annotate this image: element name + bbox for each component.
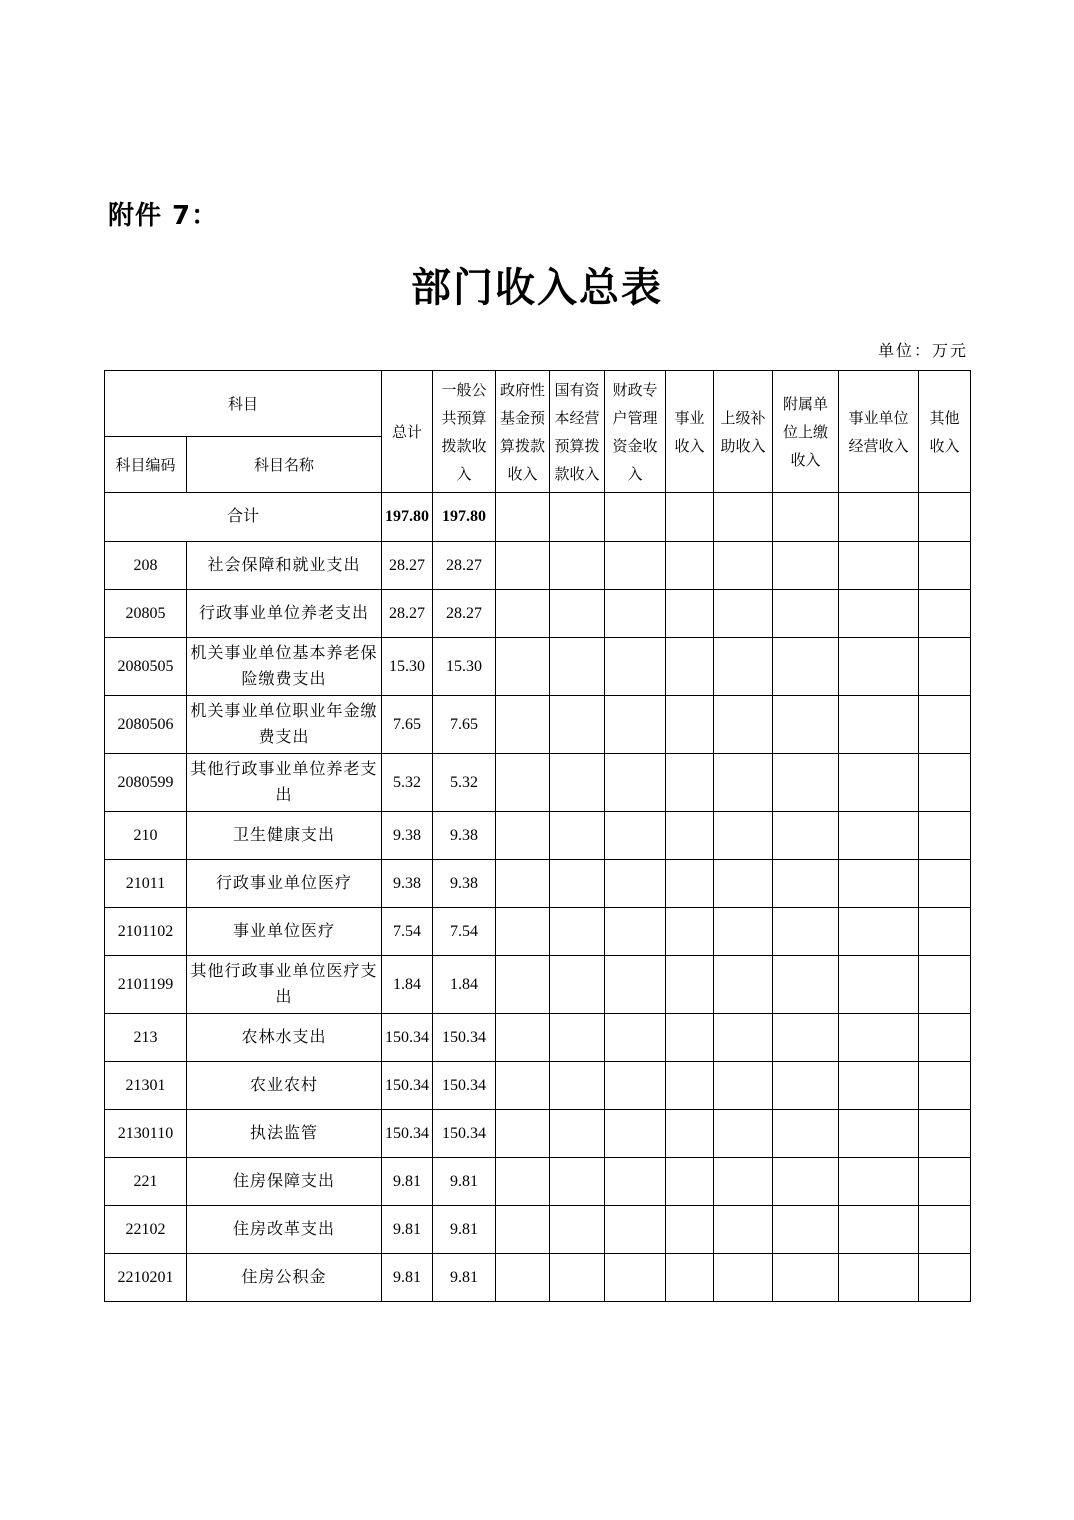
empty-cell	[773, 860, 839, 908]
empty-cell	[839, 493, 919, 542]
empty-cell	[550, 590, 605, 638]
subject-name: 行政事业单位养老支出	[187, 590, 382, 638]
empty-cell	[773, 908, 839, 956]
empty-cell	[666, 1110, 714, 1158]
empty-cell	[550, 1110, 605, 1158]
empty-cell	[839, 908, 919, 956]
total-value: 9.81	[382, 1158, 433, 1206]
empty-cell	[839, 956, 919, 1014]
empty-cell	[714, 860, 773, 908]
empty-cell	[605, 956, 666, 1014]
empty-cell	[605, 638, 666, 696]
subject-code: 22102	[105, 1206, 187, 1254]
table-row	[105, 754, 971, 812]
empty-cell	[496, 1158, 550, 1206]
general-budget-value: 1.84	[433, 956, 496, 1014]
empty-cell	[714, 590, 773, 638]
empty-cell	[666, 696, 714, 754]
header-gov-fund: 政府性基金预算拨款收入	[496, 371, 550, 493]
subject-name: 住房改革支出	[187, 1206, 382, 1254]
empty-cell	[773, 1014, 839, 1062]
total-value: 150.34	[382, 1014, 433, 1062]
subject-code: 21011	[105, 860, 187, 908]
empty-cell	[714, 1254, 773, 1302]
table-row	[105, 1014, 971, 1062]
table-row	[105, 1206, 971, 1254]
empty-cell	[839, 754, 919, 812]
empty-cell	[773, 696, 839, 754]
empty-cell	[666, 1158, 714, 1206]
table-row	[105, 908, 971, 956]
empty-cell	[605, 1254, 666, 1302]
header-subject: 科目	[105, 371, 382, 437]
empty-cell	[550, 493, 605, 542]
empty-cell	[839, 1206, 919, 1254]
empty-cell	[919, 542, 971, 590]
empty-cell	[773, 542, 839, 590]
total-value: 7.65	[382, 696, 433, 754]
empty-cell	[714, 1158, 773, 1206]
empty-cell	[496, 1206, 550, 1254]
subject-name: 执法监管	[187, 1110, 382, 1158]
empty-cell	[919, 754, 971, 812]
empty-cell	[714, 493, 773, 542]
empty-cell	[919, 1014, 971, 1062]
subject-name: 机关事业单位职业年金缴费支出	[187, 696, 382, 754]
empty-cell	[605, 1014, 666, 1062]
general-budget-value: 9.81	[433, 1206, 496, 1254]
empty-cell	[773, 1206, 839, 1254]
general-budget-value: 28.27	[433, 542, 496, 590]
subject-name: 事业单位医疗	[187, 908, 382, 956]
header-fiscal-account: 财政专户管理资金收入	[605, 371, 666, 493]
empty-cell	[714, 754, 773, 812]
subject-code: 2130110	[105, 1110, 187, 1158]
empty-cell	[605, 812, 666, 860]
empty-cell	[919, 1062, 971, 1110]
empty-cell	[773, 1254, 839, 1302]
empty-cell	[919, 908, 971, 956]
empty-cell	[919, 860, 971, 908]
empty-cell	[839, 1158, 919, 1206]
empty-cell	[839, 1062, 919, 1110]
empty-cell	[666, 542, 714, 590]
table-row	[105, 956, 971, 1014]
empty-cell	[773, 1062, 839, 1110]
total-value: 28.27	[382, 542, 433, 590]
empty-cell	[839, 590, 919, 638]
total-value: 9.38	[382, 812, 433, 860]
total-row	[105, 493, 971, 542]
total-value: 150.34	[382, 1062, 433, 1110]
subject-name: 机关事业单位基本养老保险缴费支出	[187, 638, 382, 696]
general-budget-value: 7.54	[433, 908, 496, 956]
empty-cell	[839, 1254, 919, 1302]
empty-cell	[666, 1206, 714, 1254]
empty-cell	[919, 1254, 971, 1302]
general-budget-value: 7.65	[433, 696, 496, 754]
empty-cell	[919, 1206, 971, 1254]
empty-cell	[496, 1254, 550, 1302]
empty-cell	[919, 493, 971, 542]
total-label: 合计	[105, 493, 382, 542]
subject-code: 2210201	[105, 1254, 187, 1302]
empty-cell	[919, 956, 971, 1014]
empty-cell	[496, 1110, 550, 1158]
empty-cell	[496, 590, 550, 638]
empty-cell	[550, 638, 605, 696]
empty-cell	[714, 956, 773, 1014]
subject-code: 221	[105, 1158, 187, 1206]
subject-code: 213	[105, 1014, 187, 1062]
empty-cell	[550, 1254, 605, 1302]
empty-cell	[919, 1158, 971, 1206]
header-operating-income: 事业单位经营收入	[839, 371, 919, 493]
empty-cell	[550, 956, 605, 1014]
table-row	[105, 542, 971, 590]
empty-cell	[550, 1014, 605, 1062]
empty-cell	[550, 860, 605, 908]
subject-code: 208	[105, 542, 187, 590]
empty-cell	[666, 908, 714, 956]
empty-cell	[839, 696, 919, 754]
table-row	[105, 1110, 971, 1158]
empty-cell	[773, 1110, 839, 1158]
empty-cell	[919, 638, 971, 696]
table-row	[105, 1254, 971, 1302]
subject-name: 卫生健康支出	[187, 812, 382, 860]
empty-cell	[773, 590, 839, 638]
empty-cell	[666, 1254, 714, 1302]
empty-cell	[714, 1206, 773, 1254]
total-value: 7.54	[382, 908, 433, 956]
empty-cell	[773, 754, 839, 812]
table-row	[105, 860, 971, 908]
empty-cell	[666, 493, 714, 542]
unit-label: 单位：万元	[877, 341, 968, 360]
subject-name: 农业农村	[187, 1062, 382, 1110]
subject-code: 20805	[105, 590, 187, 638]
empty-cell	[773, 812, 839, 860]
header-total: 总计	[382, 371, 433, 493]
empty-cell	[496, 860, 550, 908]
empty-cell	[496, 493, 550, 542]
empty-cell	[839, 638, 919, 696]
page-title: 部门收入总表	[411, 264, 663, 311]
table-row	[105, 812, 971, 860]
empty-cell	[666, 1062, 714, 1110]
empty-cell	[666, 812, 714, 860]
general-budget-value: 150.34	[433, 1014, 496, 1062]
empty-cell	[714, 638, 773, 696]
empty-cell	[605, 1158, 666, 1206]
subject-code: 210	[105, 812, 187, 860]
empty-cell	[714, 812, 773, 860]
income-summary-table	[104, 370, 971, 1302]
subject-name: 农林水支出	[187, 1014, 382, 1062]
empty-cell	[605, 754, 666, 812]
empty-cell	[714, 1014, 773, 1062]
empty-cell	[773, 956, 839, 1014]
header-code: 科目编码	[105, 437, 187, 493]
total-value: 150.34	[382, 1110, 433, 1158]
empty-cell	[666, 638, 714, 696]
total-value: 197.80	[382, 493, 433, 542]
empty-cell	[550, 696, 605, 754]
empty-cell	[919, 1110, 971, 1158]
empty-cell	[496, 956, 550, 1014]
table-row	[105, 1158, 971, 1206]
header-general-budget: 一般公共预算拨款收入	[433, 371, 496, 493]
empty-cell	[773, 1158, 839, 1206]
header-superior-subsidy: 上级补助收入	[714, 371, 773, 493]
empty-cell	[714, 542, 773, 590]
subject-name: 行政事业单位医疗	[187, 860, 382, 908]
empty-cell	[496, 1062, 550, 1110]
empty-cell	[919, 590, 971, 638]
subject-code: 2080599	[105, 754, 187, 812]
general-budget-value: 9.81	[433, 1254, 496, 1302]
empty-cell	[605, 1062, 666, 1110]
empty-cell	[605, 542, 666, 590]
empty-cell	[550, 542, 605, 590]
empty-cell	[496, 638, 550, 696]
total-value: 9.81	[382, 1254, 433, 1302]
empty-cell	[550, 908, 605, 956]
empty-cell	[839, 1110, 919, 1158]
empty-cell	[550, 754, 605, 812]
total-value: 15.30	[382, 638, 433, 696]
empty-cell	[714, 696, 773, 754]
subject-name: 其他行政事业单位养老支出	[187, 754, 382, 812]
empty-cell	[605, 908, 666, 956]
total-value: 9.38	[382, 860, 433, 908]
subject-name: 住房保障支出	[187, 1158, 382, 1206]
empty-cell	[919, 812, 971, 860]
table-header	[105, 371, 971, 493]
empty-cell	[773, 638, 839, 696]
table-row	[105, 590, 971, 638]
empty-cell	[496, 1014, 550, 1062]
empty-cell	[666, 956, 714, 1014]
table-body	[105, 493, 971, 1302]
header-name: 科目名称	[187, 437, 382, 493]
header-other-income: 其他收入	[919, 371, 971, 493]
empty-cell	[666, 860, 714, 908]
subject-name: 住房公积金	[187, 1254, 382, 1302]
general-budget-value: 197.80	[433, 493, 496, 542]
empty-cell	[550, 1062, 605, 1110]
header-business-income: 事业收入	[666, 371, 714, 493]
empty-cell	[839, 860, 919, 908]
subject-code: 2080506	[105, 696, 187, 754]
general-budget-value: 15.30	[433, 638, 496, 696]
empty-cell	[605, 696, 666, 754]
empty-cell	[919, 696, 971, 754]
table-row	[105, 638, 971, 696]
empty-cell	[496, 812, 550, 860]
attachment-label: 附件 7：	[108, 201, 219, 231]
general-budget-value: 28.27	[433, 590, 496, 638]
total-value: 5.32	[382, 754, 433, 812]
subject-name: 其他行政事业单位医疗支出	[187, 956, 382, 1014]
empty-cell	[550, 1206, 605, 1254]
empty-cell	[496, 696, 550, 754]
empty-cell	[550, 1158, 605, 1206]
general-budget-value: 9.81	[433, 1158, 496, 1206]
subject-code: 21301	[105, 1062, 187, 1110]
general-budget-value: 150.34	[433, 1110, 496, 1158]
empty-cell	[605, 1110, 666, 1158]
empty-cell	[714, 1110, 773, 1158]
general-budget-value: 5.32	[433, 754, 496, 812]
table-row	[105, 1062, 971, 1110]
total-value: 1.84	[382, 956, 433, 1014]
empty-cell	[773, 493, 839, 542]
total-value: 9.81	[382, 1206, 433, 1254]
subject-code: 2101102	[105, 908, 187, 956]
subject-code: 2101199	[105, 956, 187, 1014]
empty-cell	[605, 1206, 666, 1254]
header-state-capital: 国有资本经营预算拨款收入	[550, 371, 605, 493]
empty-cell	[666, 590, 714, 638]
total-value: 28.27	[382, 590, 433, 638]
empty-cell	[550, 812, 605, 860]
empty-cell	[605, 590, 666, 638]
empty-cell	[605, 860, 666, 908]
empty-cell	[605, 493, 666, 542]
empty-cell	[714, 908, 773, 956]
general-budget-value: 150.34	[433, 1062, 496, 1110]
empty-cell	[496, 542, 550, 590]
empty-cell	[839, 1014, 919, 1062]
table-row	[105, 696, 971, 754]
empty-cell	[839, 542, 919, 590]
empty-cell	[666, 1014, 714, 1062]
subject-name: 社会保障和就业支出	[187, 542, 382, 590]
header-affiliated-income: 附属单位上缴收入	[773, 371, 839, 493]
general-budget-value: 9.38	[433, 860, 496, 908]
subject-code: 2080505	[105, 638, 187, 696]
empty-cell	[714, 1062, 773, 1110]
empty-cell	[666, 754, 714, 812]
empty-cell	[839, 812, 919, 860]
empty-cell	[496, 754, 550, 812]
empty-cell	[496, 908, 550, 956]
general-budget-value: 9.38	[433, 812, 496, 860]
